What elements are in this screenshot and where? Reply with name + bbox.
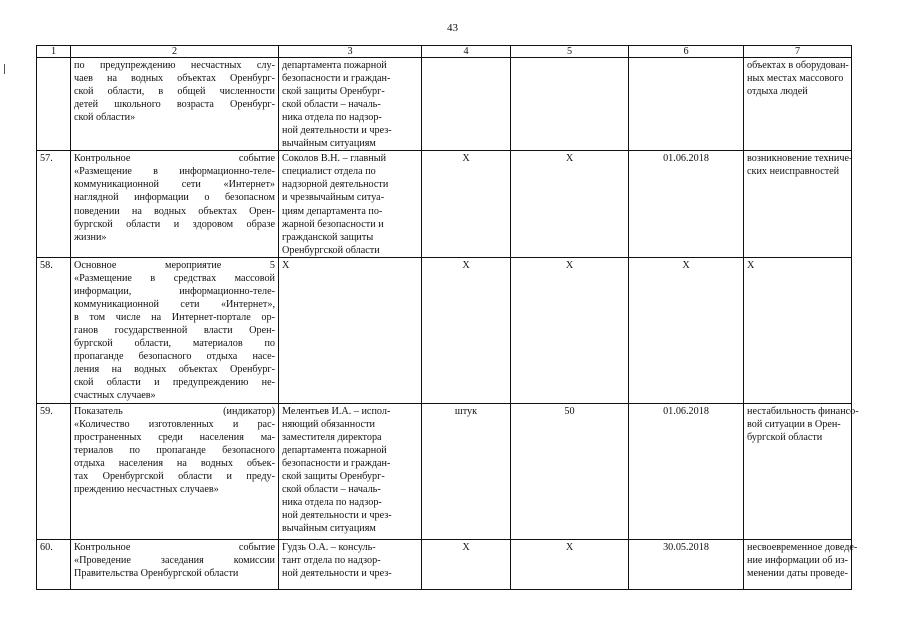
cell-line: Соколов В.Н. – главный <box>282 153 387 165</box>
cell-line: ских неисправностей <box>747 166 840 178</box>
responsible-cell <box>279 58 422 151</box>
risk-cell <box>744 403 859 539</box>
value-cell-4: штук <box>422 403 511 539</box>
description-cell <box>71 403 279 539</box>
cell-line: X <box>282 259 290 271</box>
cell-line: коммуникационной сети «Интернет», <box>74 298 275 310</box>
description-cell <box>71 539 279 589</box>
cell-line: чаев на водных объектах Оренбург- <box>74 73 275 85</box>
value-cell-6: X <box>629 257 744 403</box>
col-header-3: 3 <box>279 46 422 58</box>
cell-line: Гудзь О.А. – консуль- <box>282 541 376 553</box>
cell-line: тах Оренбургской области и преду- <box>74 470 275 482</box>
cell-line: пространенных среди населения ма- <box>74 431 275 443</box>
table-row <box>37 403 852 539</box>
value-cell-5 <box>511 58 629 151</box>
table-body <box>37 58 859 590</box>
cell-line: Основное мероприятие 5 <box>74 259 275 271</box>
value-cell-6: 01.06.2018 <box>629 403 744 539</box>
cell-line: бургской области и здоровом образе <box>74 218 275 230</box>
row-number-cell: 58. <box>37 257 71 403</box>
cell-line: тант отдела по надзор- <box>282 554 381 566</box>
row-number-cell: 57. <box>37 151 71 257</box>
description-cell <box>71 151 279 257</box>
value-cell-5: 50 <box>511 403 629 539</box>
cell-line: департамента пожарной <box>282 444 387 456</box>
cell-line: ной деятельности и чрез- <box>282 567 392 579</box>
responsible-cell <box>279 151 422 257</box>
col-header-5: 5 <box>511 46 629 58</box>
responsible-cell <box>279 403 422 539</box>
responsible-cell <box>279 539 422 589</box>
cell-line: безопасности и граждан- <box>282 73 391 85</box>
cell-line: ника отдела по надзор- <box>282 497 382 509</box>
cell-line: Правительства Оренбургской области <box>74 567 239 579</box>
row-number-cell: 60. <box>37 539 71 589</box>
cell-line: в том числе на Интернет-портале ор- <box>74 311 275 323</box>
col-header-7: 7 <box>744 46 852 58</box>
cell-line: нестабильность финансо- <box>747 405 859 417</box>
cell-line: Контрольное событие <box>74 153 275 165</box>
value-cell-4: X <box>422 151 511 257</box>
risk-cell <box>744 58 852 151</box>
cell-line: ской области» <box>74 112 136 124</box>
cell-line: безопасности и граждан- <box>282 457 391 469</box>
cell-line: бургской области, материалов по <box>74 337 275 349</box>
cell-line: няющий обязанности <box>282 418 375 430</box>
cell-line: Оренбургской области <box>282 244 380 256</box>
cell-line: X <box>747 259 755 271</box>
cell-line: Контрольное событие <box>74 541 275 553</box>
cell-line: гражданской защиты <box>282 231 374 243</box>
margin-mark <box>4 64 5 74</box>
cell-line: «Проведение заседания комиссии <box>74 554 275 566</box>
cell-line: ние информации об из- <box>747 554 849 566</box>
cell-line: коммуникационной сети «Интернет» <box>74 179 275 191</box>
cell-line: объектах в оборудован- <box>747 60 849 71</box>
cell-line: детей школьного возраста Оренбург- <box>74 99 275 111</box>
value-cell-6: 01.06.2018 <box>629 151 744 257</box>
table-row <box>37 257 852 403</box>
cell-line: по предупреждению несчастных слу- <box>74 60 275 71</box>
cell-line: ской области – началь- <box>282 99 381 111</box>
row-number-cell: 59. <box>37 403 71 539</box>
cell-line: пропаганде безопасного отдыха насе- <box>74 351 275 363</box>
cell-line: ской защиты Оренбург- <box>282 470 385 482</box>
cell-line: териалов по пропаганде безопасного <box>74 444 275 456</box>
table-row <box>37 58 852 151</box>
cell-line: счастных случаев» <box>74 390 156 402</box>
col-header-1: 1 <box>37 46 71 58</box>
header-row <box>37 46 852 58</box>
cell-line: ной деятельности и чрез- <box>282 510 392 522</box>
value-cell-6: 30.05.2018 <box>629 539 744 589</box>
cell-line: информации, информационно-теле- <box>74 285 275 297</box>
value-cell-5: X <box>511 151 629 257</box>
cell-line: ных местах массового <box>747 73 844 85</box>
cell-line: ской защиты Оренбург- <box>282 86 385 98</box>
cell-line: ской области и предупреждению не- <box>74 377 275 389</box>
cell-line: отдыха населения на водных объек- <box>74 457 275 469</box>
cell-line: вычайным ситуациям <box>282 138 376 150</box>
cell-line: и чрезвычайным ситуа- <box>282 192 385 204</box>
risk-cell <box>744 257 852 403</box>
cell-line: поведении на водных объектах Орен- <box>74 205 275 217</box>
cell-line: несвоевременное доведе- <box>747 541 858 553</box>
cell-line: «Размещение в информационно-теле- <box>74 166 275 178</box>
row-number-cell <box>37 58 71 151</box>
page-number: 43 <box>447 22 458 34</box>
cell-line: департамента пожарной <box>282 60 387 71</box>
col-header-4: 4 <box>422 46 511 58</box>
value-cell-4: X <box>422 257 511 403</box>
cell-line: «Количество изготовленных и рас- <box>74 418 275 430</box>
risk-cell <box>744 151 852 257</box>
cell-line: вой ситуации в Орен- <box>747 418 841 430</box>
cell-line: возникновение техниче- <box>747 153 853 165</box>
table-row <box>37 539 852 589</box>
cell-line: преждению несчастных случаев» <box>74 483 219 495</box>
table-row <box>37 151 852 257</box>
cell-line: ной деятельности и чрез- <box>282 125 392 137</box>
cell-line: специалист отдела по <box>282 166 376 178</box>
cell-line: заместителя директора <box>282 431 382 443</box>
cell-line: Показатель (индикатор) <box>74 405 275 417</box>
responsible-cell <box>279 257 422 403</box>
cell-line: жизни» <box>74 231 107 243</box>
value-cell-4 <box>422 58 511 151</box>
cell-line: ской области, в общей численности <box>74 86 275 98</box>
description-cell <box>71 58 279 151</box>
cell-line: наглядной информации о безопасном <box>74 192 275 204</box>
value-cell-5: X <box>511 257 629 403</box>
cell-line: ления на водных объектах Оренбург- <box>74 364 275 376</box>
cell-line: жарной безопасности и <box>282 218 384 230</box>
cell-line: циям департамента по- <box>282 205 383 217</box>
cell-line: вычайным ситуациям <box>282 523 376 535</box>
cell-line: ганов государственной власти Орен- <box>74 324 275 336</box>
col-header-2: 2 <box>71 46 279 58</box>
value-cell-5: X <box>511 539 629 589</box>
plan-table <box>36 45 859 590</box>
cell-line: ника отдела по надзор- <box>282 112 382 124</box>
cell-line: «Размещение в средствах массовой <box>74 272 275 284</box>
cell-line: Мелентьев И.А. – испол- <box>282 405 391 417</box>
risk-cell <box>744 539 858 589</box>
cell-line: менении даты проведе- <box>747 567 849 579</box>
cell-line: надзорной деятельности <box>282 179 389 191</box>
value-cell-6 <box>629 58 744 151</box>
cell-line: бургской области <box>747 431 823 443</box>
description-cell <box>71 257 279 403</box>
cell-line: ской области – началь- <box>282 483 381 495</box>
cell-line: отдыха людей <box>747 86 808 98</box>
value-cell-4: X <box>422 539 511 589</box>
col-header-6: 6 <box>629 46 744 58</box>
